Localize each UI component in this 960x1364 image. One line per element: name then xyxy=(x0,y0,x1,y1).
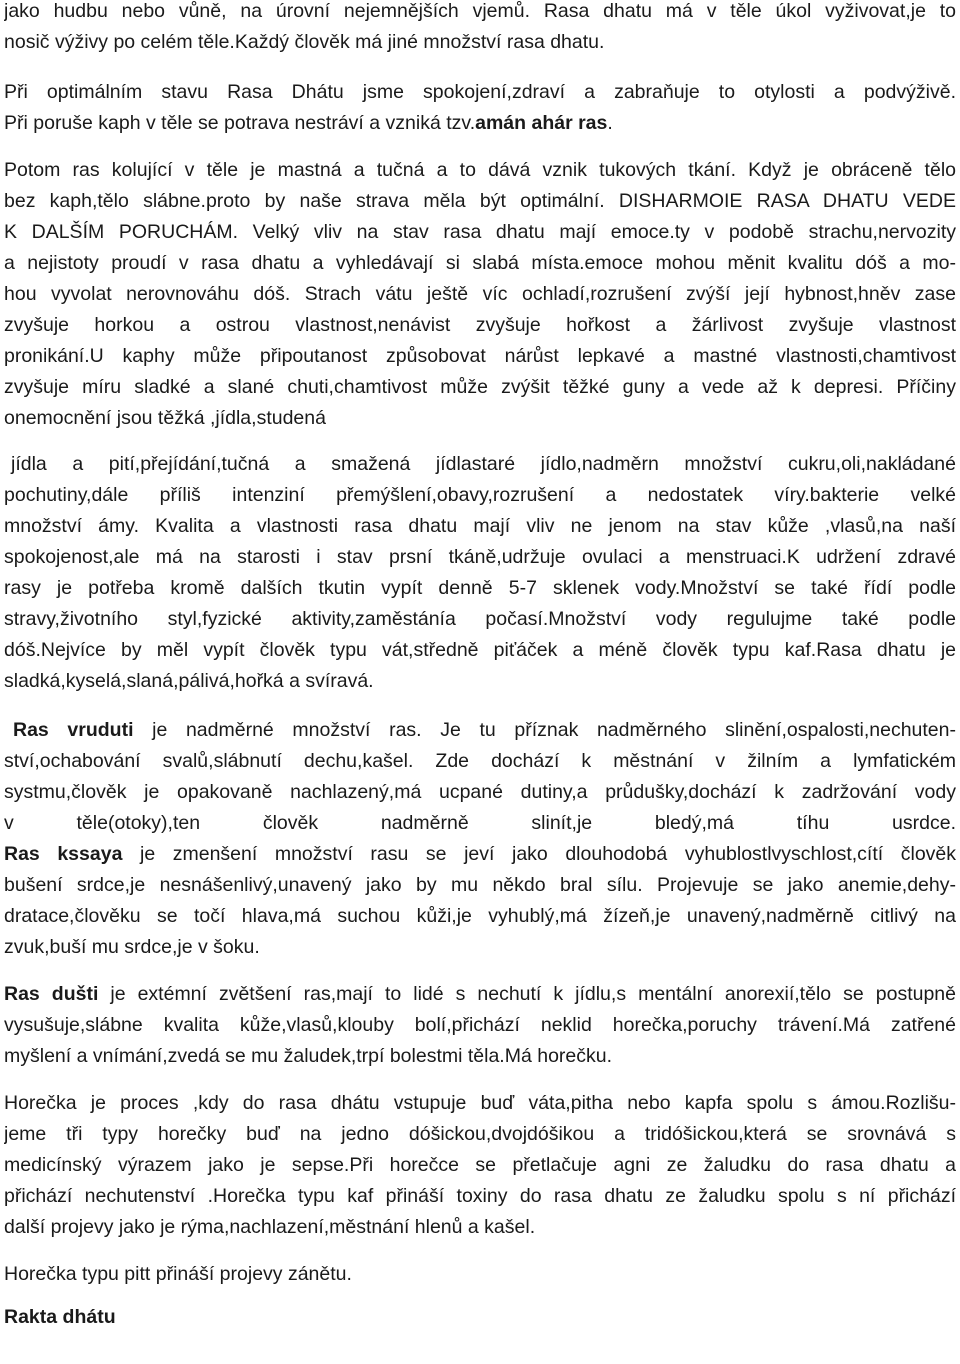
text-line: množství ámy. Kvalita a vlastnosti rasa dhatu mají vliv ne jenom na stav kůže ,vlasů,na naší xyxy=(4,515,956,537)
text-line: onemocnění jsou těžká ,jídla,studená xyxy=(4,407,326,429)
text-line: Při optimálním stavu Rasa Dhátu jsme spokojení,zdraví a zabraňuje to otylosti a podvýživě. xyxy=(4,81,956,103)
text-line: pochutiny,dále příliš intenziní přemýšlení,obavy,rozrušení a nedostatek víry.bakterie velké xyxy=(4,484,956,506)
paragraph-optimal-state xyxy=(4,77,956,139)
term-aman-ahar-ras: amán ahár ras xyxy=(475,112,608,134)
term-ras-kssaya: Ras kssaya xyxy=(4,843,123,865)
text-line: zvyšuje horkou a ostrou vlastnost,nenávist zvyšuje hořkost a žárlivost zvyšuje vlastnost xyxy=(4,314,956,336)
text-line: ství,ochabování svalů,slábnutí dechu,kašel. Zde dochází k městnání v žilním a lymfatickém xyxy=(4,750,956,772)
text-line: další projevy jako je rýma,nachlazení,městnání hlenů a kašel. xyxy=(4,1216,536,1238)
text-line: Horečka je proces ,kdy do rasa dhátu vstupuje buď váta,pitha nebo kapfa spolu s ámou.Rozlišu- xyxy=(4,1092,956,1114)
text-line: stravy,životního styl,fyzické aktivity,zaměstánía počasí.Množství vody regulujme také podle xyxy=(4,608,956,630)
text-line: a nejistoty proudí v rasa dhatu a vyhledávají si slabá místa.emoce mohou měnit kvalitu dóš a mo- xyxy=(4,252,956,274)
section-heading xyxy=(4,1302,956,1333)
text-line: pronikání.U kaphy může připoutanost způsobovat nárůst lepkavé a mastné vlastnosti,chamtivost xyxy=(4,345,956,367)
text-line: Potom ras kolující v těle je mastná a tučná a to dává vznik tukových tkání. Když je obráceně tělo xyxy=(4,159,956,181)
text-line: sladká,kyselá,slaná,pálivá,hořká a svíravá. xyxy=(4,670,374,692)
text-line: bušení srdce,je nesnášenlivý,unavený jako by mu někdo bral sílu. Projevuje se jako anemie,dehy- xyxy=(4,874,956,896)
text-run: je zmenšení množství rasu se jeví jako dlouhodobá vyhublostlvyschlost,cítí člověk xyxy=(122,843,956,865)
text-run: je nadměrné množství ras. Je tu příznak nadměrného slinění,ospalosti,nechuten- xyxy=(133,719,956,741)
text-line: dóš.Nejvíce by měl vypít člověk typu vát,středně piťáček a méně člověk typu kaf.Rasa dhatu je xyxy=(4,639,956,661)
document-page xyxy=(4,0,956,1333)
term-ras-vruduti: Ras vruduti xyxy=(13,719,134,741)
text-line: rasy je potřeba kromě dalších tkutin vypít denně 5-7 sklenek vody.Množství se také řídí podle xyxy=(4,577,956,599)
text-line: bez kaph,tělo slábne.proto by naše strava měla být optimální. DISHARMOIE RASA DHATU VEDE xyxy=(4,190,956,212)
text-run: je extémní zvětšení ras,mají to lidé s nechutí k jídlu,s mentální anorexií,tělo se postupně xyxy=(98,983,956,1005)
term-ras-dusti: Ras dušti xyxy=(4,983,99,1005)
text-line: myšlení a vnímání,zvedá se mu žaludek,trpí bolestmi těla.Má horečku. xyxy=(4,1045,613,1067)
text-line: medicínský výrazem jako je sepse.Při horečce se přetlačuje agni ze žaludku do rasa dhatu a xyxy=(4,1154,956,1176)
text-line: jídla a pití,přejídání,tučná a smažená jídlastaré jídlo,nadměrn množství cukru,oli,nakládané xyxy=(11,453,956,475)
paragraph-intro xyxy=(4,0,956,58)
text-run: . xyxy=(607,112,613,134)
text-line xyxy=(4,108,956,139)
text-line xyxy=(4,715,956,746)
text-line: zvyšuje míru sladké a slané chuti,chamtivost může zvýšit těžké guny a vede až k depresi. Příčiny xyxy=(4,376,956,398)
text-line: zvuk,buší mu srdce,je v šoku. xyxy=(4,936,260,958)
text-line: v těle(otoky),ten člověk nadměrně slinít,je bledý,má tíhu usrdce. xyxy=(4,812,956,834)
paragraph-ras-vruduti xyxy=(4,715,956,963)
text-line xyxy=(4,839,956,870)
text-line: vysušuje,slábne kvalita kůže,vlasů,klouby bolí,přichází neklid horečka,poruchy trávení.Má zatřené xyxy=(4,1014,956,1036)
text-line: hou vyvolat nerovnováhu dóš. Strach vátu ještě víc ochladí,rozrušení zvýší její hybnost,hněv zase xyxy=(4,283,956,305)
text-line: Horečka typu pitt přináší projevy zánětu. xyxy=(4,1263,352,1285)
paragraph-ras-dusti xyxy=(4,979,956,1072)
text-line: spokojenost,ale má na starosti i stav prsní tkáně,udržuje ovulaci a menstruaci.K udržení zdravé xyxy=(4,546,956,568)
text-line xyxy=(4,979,956,1010)
text-line: nosič výživy po celém těle.Každý člověk má jiné množství rasa dhatu. xyxy=(4,31,605,53)
paragraph-fever xyxy=(4,1088,956,1243)
text-run: Při poruše kaph v těle se potrava nestráví a vzniká tzv. xyxy=(4,112,476,134)
paragraph-emotions xyxy=(4,155,956,434)
text-line: jeme tři typy horečky buď na jedno dóšickou,dvojdóšikou a tridóšickou,která se srovnává s xyxy=(4,1123,956,1145)
heading-rakta-dhatu: Rakta dhátu xyxy=(4,1306,116,1328)
paragraph-fever-pitt xyxy=(4,1259,956,1290)
text-line: dratace,člověku se točí hlava,má suchou kůži,je vyhublý,má žízeň,je unavený,nadměrně citlivý na xyxy=(4,905,956,927)
text-line: K DALŠÍM PORUCHÁM. Velký vliv na stav rasa dhatu mají emoce.ty v podobě strachu,nervozity xyxy=(4,221,956,243)
text-line: jako hudbu nebo vůně, na úrovní nejemnějších vjemů. Rasa dhatu má v těle úkol vyživovat,je to xyxy=(4,0,956,22)
text-line: přichází nechutenství .Horečka typu kaf přináší toxiny do rasa dhatu ze žaludku spolu s ní přichází xyxy=(4,1185,956,1207)
paragraph-causes xyxy=(4,449,956,697)
text-line: systmu,člověk je opakovaně nachlazený,má ucpané dutiny,a průdušky,dochází k zadržování vody xyxy=(4,781,956,803)
